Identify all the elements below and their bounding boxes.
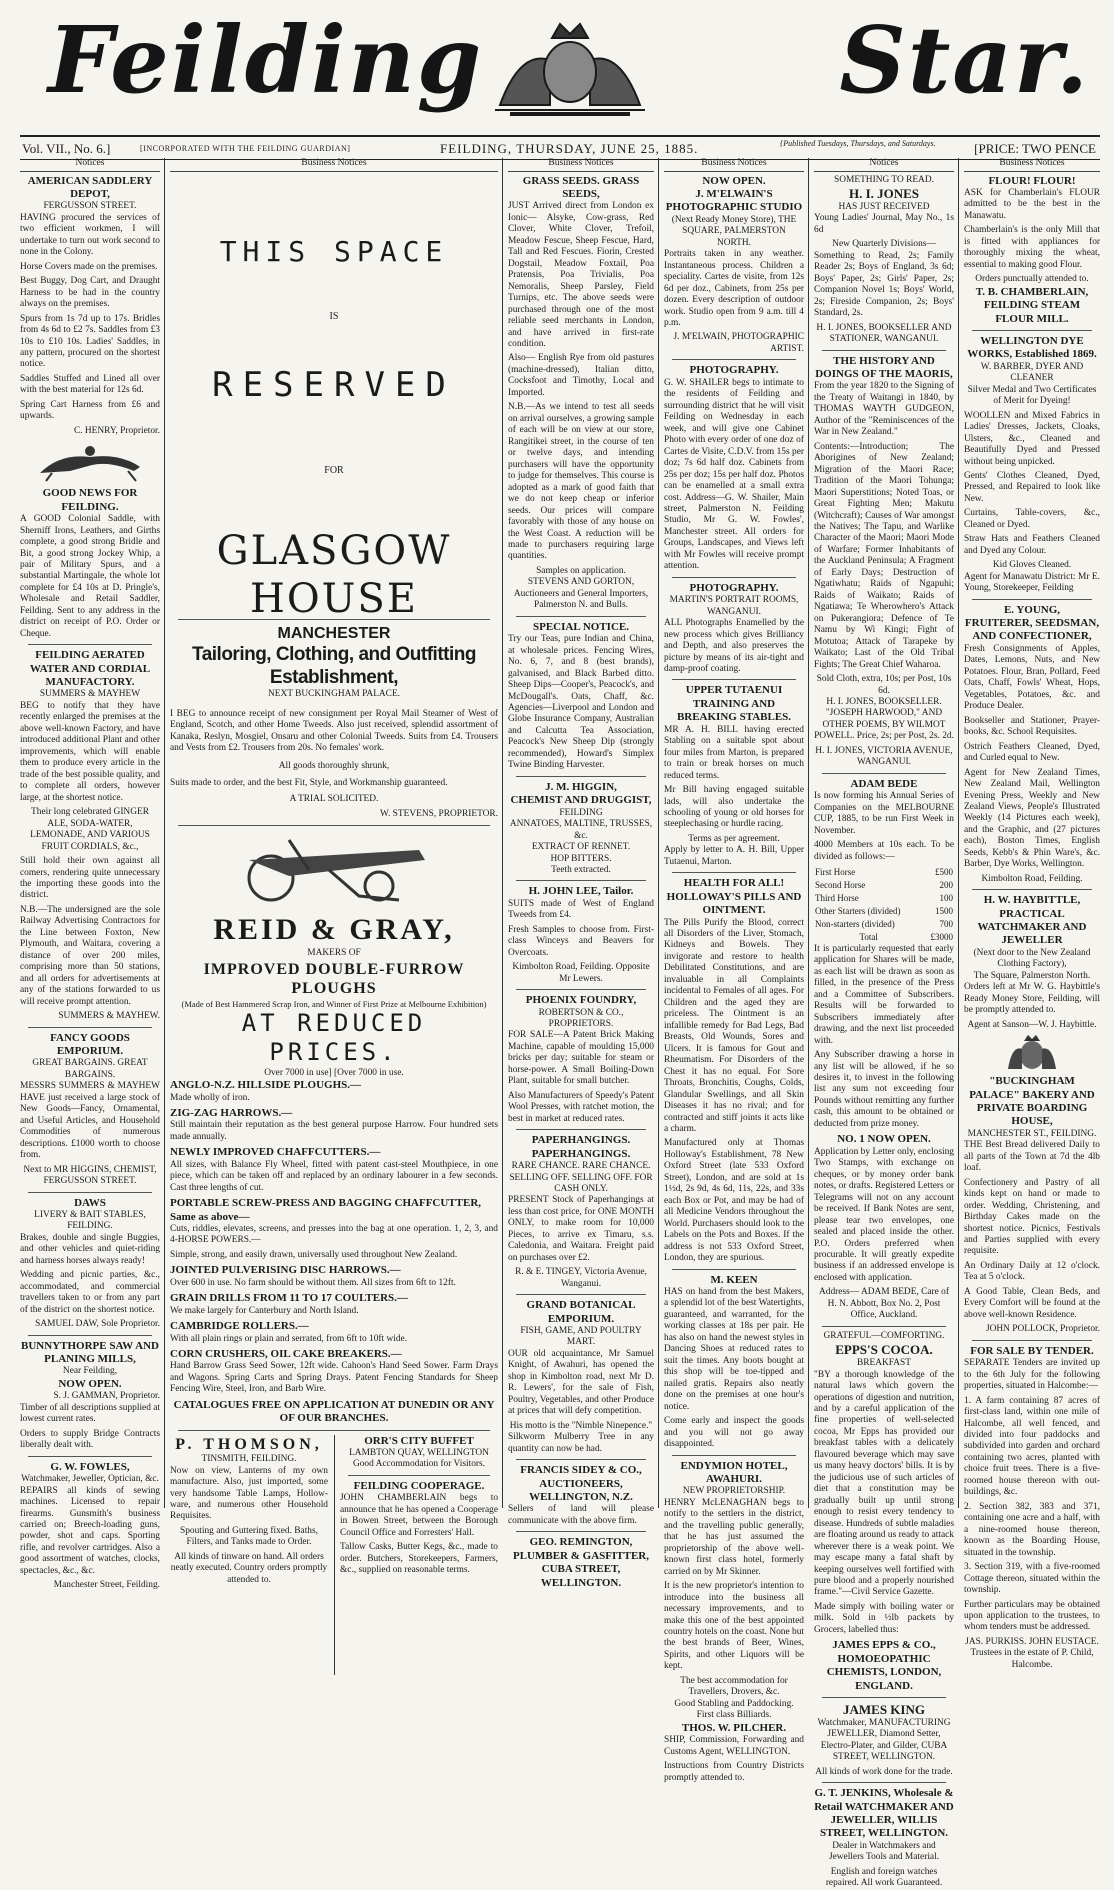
ad-body: Come early and inspect the goods and you will not go away disappointed. [664, 1416, 804, 1450]
ad-body: Saddles Stuffed and Lined all over with the best material for 12s 6d. [20, 373, 160, 396]
ad-title: PHOTOGRAPHY. [689, 581, 779, 594]
ad-body: SUITS made of West of England Tweeds from £4. [508, 898, 654, 921]
ad-body: Hand Barrow Grass Seed Sower, 12ft wide. Cahoon's Hand Seed Sower. Farm Drays and Wagons. Spring Carts and Spring Drays. Patent Fencing Standards for Sheep Fencing Wire, Steel, Iron, and Barb Wire. [170, 1361, 498, 1395]
ad-body: Contents:—Introduction; The Aborigines of New Zealand; Migration of the Maori Race; Tradition of the Maori Tohunga; Maori Superstitions; Noted Toas, or Great Fighting Men; Makutu (Witchcraft); Causes of War amongst the Natives; The Tapu, and Warlike Character of the Maori; Maori Mode of Warfare; Former Inhabitants of the Auckland Peninsula; A Fragment of Early Days; Destruction of Ngatiwhatu; Raids of Ngapuhi; Raids of Waikato; Raids of Ngatiawa; Te Wherowhero's Attack on Pukerangiora; Defence of Te Namu by Wi Kingi; Fight of Motutoa; Attack of Tarapeke by Waikato; Last of the Old Tribal Fights; The Great Chief Waharoa. [814, 441, 954, 670]
ad-title: BUNNYTHORPE SAW AND PLANING MILLS, [21, 1339, 159, 1366]
ad-subtitle: RARE CHANCE. RARE CHANCE. [511, 1161, 651, 1172]
ad-body [170, 1068, 498, 1079]
ad-body: A GOOD Colonial Saddle, with Sherniff Irons, Leathers, and Girths complete, a good strong Bridle and Bit, a good strong Jockey Whip, a pair of Military Spurs, and a substantial Martingale, the whole lot complete for £4 10s at D. Pringle's, Wholesale and Retail Saddler, Feilding. Sent to any address in the district on receipt of P.O. Order or Cheque. [20, 514, 160, 639]
ad-title: GRAND BOTANICAL EMPORIUM. [526, 1299, 636, 1325]
plough-illustration-icon [229, 830, 439, 906]
publication-days: {Published Tuesdays, Thursdays, and Saturdays. [780, 139, 936, 148]
ad-body: The Pills Purify the Blood, correct all Disorders of the Liver, Stomach, Kidneys and Bowels. They invigorate and restore to health Debilitated Constitutions, and are invaluable in all Complaints incidental to Females of all ages. For Children and the aged they are priceless. The Ointment is an infallible remedy for Bad Legs, Bad Breasts, Old Wounds, Sores and Ulcers. It is famous for Gout and Rheumatism. For Disorders of the Chest it has no equal. For Sore Throats, Bronchitis, Coughs, Colds, Glandular Swellings, and all Skin Diseases it has no rival; and for contracted and stiff joints it acts like a charm. [664, 917, 804, 1134]
ad-title: J. M'ELWAIN'S PHOTOGRAPHIC STUDIO [665, 187, 803, 214]
ad-title: JAMES KING [843, 1701, 925, 1717]
ad-body: Application by Letter only, enclosing Two Stamps, with exchange on cheques, or by money order bank notes, or drafts. Registered Letters or Telegrams will not on any account be received. If Bank Notes are sent, please tear two envelopes, one sealed and placed inside the other. P.O. Orders preferred when procurable. It will greatly expedite business if an addressed envelope is enclosed with application. [814, 1146, 954, 1283]
ad-title: J. M. HIGGIN, [545, 780, 617, 793]
ad-subtitle: GREAT BARGAINS. GREAT BARGAINS. [32, 1058, 148, 1080]
ad-subtitle: FEILDING [559, 807, 603, 818]
ad-body: Manufactured only at Thomas Holloway's Establishment, 78 New Oxford Street (late 533 Oxford Street), London, and are sold at 1s 1½d, 2s 9d, 4s 6d, 11s, 22s, and 33s each Box or Pot, and may be had of all Medicine Vendors throughout the World. Purchasers should look to the Labels on the Pots and Boxes. If the address is not 533 Oxford Street, London, they are spurious. [664, 1138, 804, 1264]
ad-body: Good Stabling and Paddocking. [674, 1698, 794, 1709]
ad-item: CORN CRUSHERS, OIL CAKE BREAKERS.— [170, 1347, 402, 1360]
table-cell: Other Starters (divided) [815, 905, 901, 916]
ad-body: Orders to supply Bridge Contracts liberally dealt with. [20, 1428, 160, 1451]
ad-body: 2. Section 382, 383 and 371, containing one acre and a half, with a nine-roomed house thereon, known as the Boarding House, situated in the township. [964, 1501, 1100, 1558]
table-cell: 1500 [935, 905, 953, 916]
ad-title: GOOD NEWS FOR FEILDING. [42, 487, 138, 513]
ad-title: UPPER TUTAENUI TRAINING AND BREAKING STABLES. [676, 684, 792, 724]
ad-body: 3. Section 319, with a five-roomed Cottage thereon, situated within the township. [964, 1562, 1100, 1596]
ad-body: Now on view, Lanterns of my own manufacture. Also, just imported, some very handsome Table Lamps, Hollow-ware, and numerous other Household Requisites. [170, 1465, 328, 1522]
incorporated-note: [INCORPORATED WITH THE FEILDING GUARDIAN] [140, 144, 351, 153]
ad-signature: H. I. JONES, VICTORIA AVENUE, WANGANUI. [815, 745, 953, 768]
ad-body: Straw Hats and Feathers Cleaned and Dyed any Colour. [964, 534, 1100, 556]
ad-title: G. T. JENKINS, Wholesale & Retail WATCHMAKER AND JEWELLER, WILLIS STREET, WELLINGTON. [814, 1787, 954, 1840]
ad-signature: S. J. GAMMAN, Proprietor. [53, 1391, 160, 1402]
ad-text: IS [329, 310, 339, 322]
table-row [814, 905, 954, 918]
ad-title: DAWS [74, 1196, 106, 1209]
column-header: Notices [20, 158, 160, 172]
ad-body: Is now forming his Annual Series of Companies on the MELBOURNE CUP, 1885, to be run First Week in November. [814, 791, 954, 836]
ad-subtitle: MAKERS OF [307, 948, 361, 959]
ad-body: Silver Medal and Two Certificates of Merit for Dyeing! [967, 384, 1097, 407]
ad-body: Made wholly of iron. [170, 1092, 250, 1103]
ad-body: Also Manufacturers of Speedy's Patent Wool Presses, with ratchet motion, the best in market at reduced rates. [508, 1090, 654, 1124]
ad-body: We make largely for Canterbury and North Island. [170, 1305, 359, 1316]
ad-title: ORR'S CITY BUFFET [364, 1434, 474, 1447]
ad-title: AMERICAN SADDLERY DEPOT, [27, 174, 153, 200]
ad-body: PRESENT Stock of Paperhangings at less than cost price, for ONE MONTH ONLY, to make room for 10,000 Pieces, to arrive ex Timaru, s.s. Caledonia, and Waitara. Freight paid on purchases over £2. [508, 1195, 654, 1263]
royal-arms-icon [1002, 1035, 1062, 1071]
ad-title: FEILDING COOPERAGE. [353, 1479, 485, 1492]
ad-body: Spurs from 1s 7d up to 17s. Bridles from 4s 6d to £2 7s. Saddles from £3 10s to £10 10s. Ladies' Saddles, in any pattern, procured on the shortest notice. [20, 313, 160, 370]
ad-title: "BUCKINGHAM PALACE" BAKERY AND PRIVATE BOARDING HOUSE, [969, 1075, 1095, 1128]
table-row [814, 879, 954, 892]
ad-signature: H. I. JONES, BOOKSELLER AND STATIONER, WANGANUI. [816, 322, 952, 345]
volume-number: Vol. VII., No. 6.] [22, 141, 111, 156]
ad-title: P. THOMSON, [175, 1435, 323, 1453]
table-cell: Third Horse [815, 892, 859, 903]
ad-title: THE HISTORY AND DOINGS OF THE MAORIS, [815, 354, 953, 380]
ad-signature: H. I. JONES, BOOKSELLER. [826, 697, 942, 707]
ad-body: Best Buggy, Dog Cart, and Draught Harness to be had in the country always on the premises. [20, 276, 160, 310]
column-3 [508, 158, 654, 1589]
ad-body: Spouting and Guttering fixed. Baths, Filters, and Tanks made to Order. [179, 1525, 318, 1548]
table-row [814, 918, 954, 931]
columns [20, 158, 1100, 1889]
ad-body: Fresh Samples to choose from. First-class Winceys and Beavers for Overcoats. [508, 924, 654, 958]
ad-body: Silkworm Mulberry Tree in any quantity can now be had. [508, 1432, 654, 1454]
ad-body: Curtains, Table-covers, &c., Cleaned or Dyed. [964, 508, 1100, 530]
ad-heading: THIS SPACE [219, 234, 449, 268]
ad-title: MANCHESTER [277, 624, 391, 642]
ad-subtitle: HOLLOWAY'S PILLS AND OINTMENT. [666, 890, 802, 917]
ad-body: Sellers of land will please communicate with the above firm. [508, 1504, 654, 1526]
ad-body: WOOLLEN and Mixed Fabrics in Ladies' Dresses, Jackets, Cloaks, Ulsters, &c., Cleaned and Beautifully Dyed and Pressed without being unpicked. [964, 410, 1100, 467]
ad-title: H. W. HAYBITTLE, [983, 894, 1081, 907]
ad-subtitle: LIVERY & BAIT STABLES, FEILDING. [34, 1209, 146, 1232]
ad-body: SEPARATE Tenders are invited up to the 6th July for the following properties, situated in Halcombe:— [964, 1358, 1100, 1392]
ad-body: N.B.—The undersigned are the sole Railway Advertising Contractors for the Line between Foxton, New Plymouth, and Waitara, covering a distance of over 200 miles, comprising more than 50 stations, and all orders for advertisements at any of the stations forwarded to us will receive prompt attention. [20, 904, 160, 1007]
ad-body: Try our Teas, pure Indian and China, at wholesale prices. Fencing Wires, No. 6, 7, and 8 (best brands), galvanised, and Black Barbed ditto. Sheep Dips—Cooper's, Peacock's, and McDougall's. Oats, Chaff, &c. Agencies—Liverpool and London and Globe Insurance Company, Australian and Calcutta Tea Association, Peacock's New Sheep Dip (strongly recommended), Howard's Simplex Twine Binding Harvester. [508, 634, 654, 771]
ad-body: Still hold their own against all comers, rendering quite unnecessary the importing these goods into the district. [20, 856, 160, 901]
column-header: Business Notices [664, 158, 804, 172]
ad-body: Bookseller and Stationer, Prayer-books, &c. School Requisites. [964, 715, 1100, 738]
ad-body: Gents' Clothes Cleaned, Dyed, Pressed, and Repaired to look like New. [964, 470, 1100, 504]
ad-title: M. KEEN [710, 1273, 758, 1286]
ad-body: EXTRACT OF RENNET. [531, 842, 631, 853]
ad-body: Agent for New Zealand Times, New Zealand Mail, Wellington Evening Press, Weekly and New Zealand Views, People's Illustrated Weekly (14 Pictures each week), and the Graphic, and (27 pictures each), Boston Times, English Seeds, Kebb's & Phin Ware's, &c. Barber, Dye Works, Wellington. [964, 767, 1100, 870]
ad-body: BEG to notify that they have recently enlarged the premises at the above well-known Factory, and have introduced additional Plant and other improvements, which will enable them to produce every article in the trade of the best possible quality, and to complete all orders, however large, at the shortest notice. [20, 700, 160, 803]
ad-signature: W. STEVENS, PROPRIETOR. [380, 809, 498, 820]
table-cell: 200 [939, 880, 953, 890]
issue-date: FEILDING, THURSDAY, JUNE 25, 1885. [440, 141, 699, 156]
ad-body: FOR SALE—A Patent Brick Making Machine, capable of moulding 15,000 bricks per day; suitable for steam or horse-power. A Small Boiling-Down Plant, suitable for small butcher. [508, 1030, 654, 1087]
ad-body: Samples on application. [536, 565, 626, 576]
ad-body: "JOSEPH HARWOOD," AND OTHER POEMS, BY WILMOT POWELL. Price, 2s; per Post, 2s. 2d. [814, 708, 954, 742]
table-cell: £500 [935, 867, 953, 878]
horse-rider-illustration-icon [30, 441, 150, 483]
table-cell: £3000 [930, 931, 953, 942]
ad-body: Terms as per agreement. [688, 833, 780, 844]
ad-signature: JAS. PURKISS. JOHN EUSTACE. Trustees in the estate of P. Child, Halcombe. [965, 1636, 1099, 1670]
ad-body: Any Subscriber drawing a horse in any list will be allowed, if he so desires it, to invest in the following list any sum not exceeding four Pounds without remitting any further cash, this amount to be obtained or deducted from prize money. [814, 1050, 954, 1129]
ad-text: [Over 7000 in use. [334, 1067, 404, 1078]
ad-body: Horse Covers made on the premises. [20, 261, 158, 272]
ad-footer: CATALOGUES FREE ON APPLICATION AT DUNEDIN OR ANY OF OUR BRANCHES. [173, 1398, 495, 1425]
ad-subtitle: MARTIN'S PORTRAIT ROOMS, WANGANUI. [669, 595, 799, 617]
ad-body: HAS on hand from the best Makers, a splendid lot of the best Watertights, guaranteed, and warranted, for the working classes at 18s per pair. He has also on hand the newest styles in Dancing Shoes at reduced rates to suit the times. Any boots bought at this shop will be toe-tipped and nailed gratis. Repairs also neatly done on the premises at one hour's notice. [664, 1287, 804, 1412]
royal-crest-icon [480, 10, 660, 120]
ad-body: The Square, Palmerston North. [973, 970, 1091, 981]
ad-title: IMPROVED DOUBLE-FURROW PLOUGHS [203, 960, 465, 998]
ad-body: Simple, strong, and easily drawn, universally used throughout New Zealand. [170, 1249, 458, 1260]
column-header: Business Notices [170, 158, 498, 172]
ad-body: Watchmaker, MANUFACTURING JEWELLER, Diamond Setter, Electro-Plater, and Gilder, CUBA STREET, WELLINGTON. [817, 1717, 951, 1763]
ad-body: Further particulars may be obtained upon application to the trustees, to whom tenders must be addressed. [964, 1599, 1100, 1633]
ad-body: Their long celebrated GINGER ALE, SODA-WATER, LEMONADE, AND VARIOUS FRUIT CORDIALS, &c., [30, 807, 150, 852]
ad-body: Over 600 in use. No farm should be without them. All sizes from 6ft to 12ft. [170, 1277, 456, 1288]
ad-body: Chamberlain's is the only Mill that is fitted with appliances for thoroughly mixing the wheat, essential to making good Flour. [964, 225, 1100, 270]
ad-body: Also— English Rye from old pastures (machine-dressed), Italian ditto, Cocksfoot and Timothy, Local and Imported. [508, 353, 654, 398]
ad-subtitle: CHEMIST AND DRUGGIST, [510, 794, 652, 807]
ad-signature: STEVENS AND GORTON, Auctioneers and General Importers, Palmerston N. and Bulls. [513, 577, 649, 611]
ad-subtitle: GRATEFUL—COMFORTING. [823, 1330, 945, 1341]
ad-title: PAPERHANGINGS. PAPERHANGINGS. [531, 1134, 631, 1160]
ad-signature: Address— ADAM BEDE, Care of H. N. Abbott, Box No. 2, Post Office, Auckland. [819, 1287, 949, 1321]
ad-body: Dealer in Watchmakers and Jewellers Tools and Material. [828, 1840, 940, 1863]
ad-heading: RESERVED [212, 364, 456, 405]
ad-subtitle: NEW PROPRIETORSHIP. [682, 1486, 786, 1497]
bottom-ads [170, 1435, 498, 1675]
ad-body: ANNATOES, MALTINE, TRUSSES, &c. [509, 819, 653, 841]
table-cell: 700 [939, 918, 953, 929]
ad-subtitle: LAMBTON QUAY, WELLINGTON [349, 1448, 489, 1459]
ad-signature: R. & E. TINGEY, Victoria Avenue, Wanganui. [515, 1267, 647, 1289]
ad-body: G. W. SHAILER begs to intimate to the residents of Feilding and surrounding district that he will visit Feilding on Wednesday in each week, and will give one Cabinet Photo with every order of one doz of Cartes de Visite, C.D.V. from 15s per doz; 7s 6d half doz. Cabinets from 25s per doz; 15s per half doz. Photos can be enamelled at a small extra cost. Address—G. W. Shailer, Main street, Palmerston N. Feilding Studio, Mr G. W. Fowles', Manchester street. All orders for Groups, Landscapes, and Views left with Mr Fowles will receive prompt attention. [664, 377, 804, 572]
ad-subtitle: (Next Ready Money Store), THE SQUARE, PALMERSTON NORTH. [671, 214, 797, 248]
ad-title: ADAM BEDE [850, 777, 918, 790]
ad-body: English and foreign watches repaired. All work Guaranteed. [825, 1866, 943, 1889]
orrs-ad [340, 1435, 498, 1580]
ad-body: It is particularly requested that early application for Shares will be made, as each list will be drawn as soon as filled, in the presence of the Press and a Committee of Subscribers. Results will be forwarded to Subscribers immediately after drawing, and the next list proceeded with. [814, 943, 954, 1046]
ad-title: G. W. FOWLES, [50, 1460, 130, 1473]
ad-body: All kinds of work done for the trade. [815, 1766, 953, 1777]
ad-body: From the year 1820 to the Signing of the Treaty of Waitangi in 1840, by THOMAS WAYTH GUDGEON, Author of the "Reminiscences of the War in New Zealand." [814, 381, 954, 438]
ad-body: All kinds of tinware on hand. All orders neatly executed. Country orders promptly attended to. [170, 1551, 328, 1585]
ad-body: Ostrich Feathers Cleaned, Dyed, and Curled equal to New. [964, 741, 1100, 764]
ad-subtitle: ROBERTSON & CO., PROPRIETORS. [538, 1007, 624, 1030]
ad-body: Tallow Casks, Butter Kegs, &c., made to order. Butchers, Storekeepers, Farmers, &c., supplied on reasonable terms. [340, 1542, 498, 1576]
ad-body: Teeth extracted. [551, 864, 611, 875]
ad-body: MR A. H. BILL having erected Stabling on a suitable spot about four miles from Marton, is prepared to train or break horses on much reduced terms. [664, 724, 804, 781]
ad-signature: Manchester Street, Feilding. [53, 1580, 160, 1591]
ad-text: FOR [324, 464, 344, 476]
ad-item: JOINTED PULVERISING DISC HARROWS.— [170, 1264, 401, 1277]
ad-title: FOR SALE BY TENDER. [970, 1344, 1094, 1357]
ad-item: GRAIN DRILLS FROM 11 TO 17 COULTERS.— [170, 1292, 408, 1305]
masthead-title-left: Feilding [48, 6, 484, 114]
ad-body: 4000 Members at 10s each. To be divided as follows:— [814, 840, 954, 862]
column-1 [20, 158, 161, 1591]
ad-body: Confectionery and Pastry of all kinds kept on hand or made to order. Wedding, Christening, and Birthday Cakes made on the shortest notice. Picnics, Festivals and Parties supplied with every requisite. [964, 1177, 1100, 1257]
ad-body: All sizes, with Balance Fly Wheel, fitted with patent cast-steel Mouthpiece, in one piece, which can be taken off and replaced by an ordinary labourer in a few seconds. Cast three lengths of cut. [170, 1159, 498, 1193]
price: [PRICE: TWO PENCE [974, 141, 1096, 156]
ad-subtitle: SUMMERS & MAYHEW [39, 689, 141, 700]
ad-body: Cuts, riddles, elevates, screens, and presses into the bag at one operation. 1, 2, 3, and 4-HORSE POWERS.— [170, 1223, 498, 1246]
ad-subtitle: Near Feilding, [62, 1366, 118, 1377]
table-cell: Non-starters (divided) [815, 918, 895, 929]
ad-body: ASK for Chamberlain's FLOUR admitted to be the best in the Manawatu. [964, 187, 1100, 221]
ad-subtitle: FRUITERER, SEEDSMAN, AND CONFECTIONER, [964, 617, 1100, 643]
ad-body: Fresh Consignments of Apples, Dates, Lemons, Nuts, and New Potatoes. Flour, Bran, Pollard, Feed Oats, Chaff, Fowls' Wheat, Hops, Vegetables, Potatoes, &c. and Produce Dealer. [964, 643, 1100, 712]
table-cell: Second Horse [815, 880, 866, 890]
ad-body: Kid Gloves Cleaned. [992, 560, 1072, 571]
ad-body: An Ordinary Daily at 12 o'clock. Tea at 5 o'clock. [964, 1260, 1100, 1283]
ad-subtitle: SELLING OFF. SELLING OFF. FOR CASH ONLY. [509, 1172, 653, 1194]
ad-item: CAMBRIDGE ROLLERS.— [170, 1320, 309, 1333]
masthead-title-right: Star. [839, 6, 1090, 114]
thomson-ad [170, 1435, 328, 1590]
ad-body: Agent for Manawatu District: Mr E. Young, Storekeeper, Feilding [964, 571, 1100, 594]
ad-body: Young Ladies' Journal, May No., 1s 6d [814, 213, 954, 235]
ad-signature: JOHN POLLOCK, Proprietor. [985, 1324, 1100, 1335]
table-cell: 100 [939, 892, 953, 903]
ad-signature: SUMMERS & MAYHEW. [58, 1011, 160, 1022]
reserved-space-ad [170, 175, 498, 623]
ad-body: JOHN CHAMBERLAIN begs to announce that he has opened a Cooperage in Bowen Street, between the Borough Council Office and Forresters' Hall. [340, 1493, 498, 1538]
ad-body: Wedding and picnic parties, &c., accommodated, and commercial travellers taken to or from any part of the district on the shortest notice. [20, 1270, 160, 1315]
ad-item: PORTABLE SCREW-PRESS AND BAGGING CHAFFCUTTER, Same as above— [170, 1197, 482, 1223]
ad-body: Agent at Sanson—W. J. Haybittle. [967, 1019, 1097, 1030]
ad-title: PHOTOGRAPHY. [689, 364, 779, 377]
ad-body: Apply by letter to A. H. Bill, Upper Tutaenui, Marton. [664, 845, 804, 867]
ad-title: SPECIAL NOTICE. [533, 620, 629, 633]
ad-signature: Kimbolton Road, Feilding. [981, 873, 1083, 884]
ad-title: FEILDING AERATED WATER AND CORDIAL MANUFACTORY. [29, 649, 151, 689]
dateline-bar [20, 135, 1100, 160]
ad-body: Portraits taken in any weather. Instantaneous process. Children a speciality. Cartes de visite, from 12s 6d per doz., Cabinets, from 25s per dozen. Every description of outdoor work. Studio open from 9 a.m. till 4 p.m. [664, 249, 804, 329]
ad-subtitle: PRACTICAL WATCHMAKER AND JEWELLER [977, 907, 1087, 947]
ad-body: N.B.—As we intend to test all seeds on arrival ourselves, a growing sample of each will be on view at our store, Rangitikei street, in the course of ten or twelve days, and intending purchasers will have the opportunity to judge for themselves. This course is adopted as a mark of good faith that we do not keep cheap or inferior seeds. Our prices will compare favorably with those of any house on the West Coast. A reduction will be made to purchasers requiring large quantities. [508, 402, 654, 562]
column-header: Notices [814, 158, 954, 172]
ad-body: First class Billiards. [696, 1710, 772, 1721]
ad-title: NOW OPEN. [702, 174, 766, 187]
column-header: Business Notices [508, 158, 654, 172]
ad-item: NEWLY IMPROVED CHAFFCUTTERS.— [170, 1146, 381, 1159]
ad-text: Over 7000 in use] [264, 1067, 332, 1078]
ad-item: ANGLO-N.Z. HILLSIDE PLOUGHS.— [170, 1079, 362, 1092]
ad-body: Mr Bill having engaged suitable lads, will also undertake the schooling of young or old horses for steeplechasing or hurdle racing. [664, 785, 804, 830]
table-row [814, 892, 954, 905]
table-cell: First Horse [815, 867, 856, 878]
ad-body: OUR old acquaintance, Mr Samuel Knight, of Awahuri, has opened the shop in Kimbolton road, next Mr D. R. Lewers', for the sale of Fish, Poultry, Vegetables, and other Produce at prices that will defy competition. [508, 1348, 654, 1417]
ad-item: ZIG-ZAG HARROWS.— [170, 1106, 293, 1119]
ad-title: H. I. JONES [848, 186, 920, 202]
ad-body: MESSRS SUMMERS & MAYHEW HAVE just received a large stock of New Goods—Fancy, Ornamental, and Useful Articles, and Household Commodities of numerous descriptions. £1000 worth to choose from. [20, 1081, 160, 1161]
ad-body: It is the new proprietor's intention to introduce into the business all necessary improvements, and to make this one of the best appointed country hotels on the coast. None but the best brands of Beer, Wines, Spirits, and other Liquors will be kept. [664, 1581, 804, 1672]
ad-body: Still maintain their reputation as the best general purpose Harrow. Four hundred sets made annually. [170, 1120, 498, 1142]
ad-subtitle: FERGUSSON STREET. [43, 201, 137, 212]
ad-subtitle: Watchmaker, Jeweller, Optician, &c. [21, 1474, 159, 1485]
ad-title: AT REDUCED PRICES. [241, 1009, 427, 1067]
column-5 [814, 158, 954, 1889]
ad-signature: J. M'ELWAIN, PHOTOGRAPHIC ARTIST. [673, 332, 804, 354]
ad-body: Something to Read, 2s; Family Reader 2s; Boys of England, 3s 6d; Boys' Paper, 2s; Girls' Paper, 2s; Companion Novel 1s; Boys' World, 2s; Fireside Companion, 2s; Boys' Standard, 2s. [814, 250, 954, 319]
column-6 [964, 158, 1100, 1670]
ad-title: FLOUR! FLOUR! [988, 174, 1076, 187]
ad-subtitle: W. BARBER, DYER AND CLEANER [980, 361, 1084, 384]
ad-body: I BEG to announce receipt of new consignment per Royal Mail Steamer of West of England, Scotch, and other Home Tweeds. Also just received, splendid assortment of Kanaka, Reslyn, Mosgiel, Onsaru and other Colonial Tweeds. Suits from £4. Trousers and Vests from £2. Trousers from 20s. No females' work. [170, 708, 498, 754]
ad-signature: C. HENRY, Proprietor. [73, 425, 160, 436]
ad-title: REID & GRAY, [213, 912, 455, 946]
ad-subtitle: HAS JUST RECEIVED [838, 201, 930, 212]
ad-body: Instructions from Country Districts promptly attended to. [664, 1761, 804, 1783]
ad-title: GRASS SEEDS. GRASS SEEDS, [522, 174, 640, 200]
ad-body: "BY a thorough knowledge of the natural laws which govern the operations of digestion and nutrition, and by a careful application of the fine properties of well-selected cocoa, Mr Epps has provided our breakfast tables with a delicately flavoured beverage which may save us many heavy doctors' bills. It is by the judicious use of such articles of diet that a constitution may be gradually built up until strong enough to resist every tendency to disease. Hundreds of subtle maladies are floating around us ready to attack wherever there is a weak point. We may escape many a fatal shaft by keeping ourselves well fortified with pure blood and a properly nourished frame."—Civil Service Gazette. [814, 1369, 954, 1598]
ad-body: Brakes, double and single Buggies, and other vehicles and quiet-riding and harness horses always ready! [20, 1232, 160, 1266]
ad-body: SHIP, Commission, Forwarding and Customs Agent, WELLINGTON. [664, 1735, 804, 1757]
ad-body: New Quarterly Divisions— [832, 239, 936, 250]
ad-title: EPPS'S COCOA. [835, 1342, 933, 1358]
ad-title: Tailoring, Clothing, and Outfitting Establishment, [192, 644, 476, 689]
ad-body: Orders left at Mr W. G. Haybittle's Ready Money Store, Feilding, will be promptly attended to. [964, 982, 1100, 1016]
ad-body: Timber of all descriptions supplied at lowest current rates. [20, 1402, 161, 1425]
ad-heading: GLASGOW HOUSE [216, 527, 452, 623]
ad-title: PHOENIX FOUNDRY, [525, 994, 637, 1007]
ad-body: HOP BITTERS. [550, 853, 612, 864]
table-cell: Total [859, 931, 878, 942]
ad-subtitle: NEXT BUCKINGHAM PALACE. [267, 689, 401, 700]
ad-subtitle: TINSMITH, FEILDING. [201, 1454, 297, 1465]
ad-body: HAVING procured the services of two efficient workmen, I will undertake to turn out work second to none in the Colony. [20, 212, 160, 258]
table-row [814, 931, 954, 944]
ad-body: Kimbolton Road, Feilding. Opposite Mr Lewers. [512, 962, 650, 984]
ad-subtitle: (Made of Best Hammered Scrap Iron, and Winner of First Prize at Melbourne Exhibition) [181, 998, 487, 1009]
prize-table [814, 866, 954, 944]
ad-title: HEALTH FOR ALL! [683, 877, 785, 890]
ad-body: Good Accommodation for Visitors. [352, 1459, 486, 1470]
ad-signature: JAMES EPPS & CO., HOMOEOPATHIC CHEMISTS, LONDON, ENGLAND. [826, 1639, 942, 1692]
ad-body: Orders punctually attended to. [975, 274, 1089, 285]
ad-body: The best accommodation for Travellers, Drovers, &c. [680, 1675, 788, 1698]
ad-body: A TRIAL SOLICITED. [289, 793, 379, 804]
ad-subtitle: SOMETHING TO READ. [834, 174, 934, 185]
ad-subtitle: MANCHESTER ST., FEILDING. [967, 1128, 1097, 1139]
ad-body: Suits made to order, and the best Fit, Style, and Workmanship guaranteed. [170, 778, 448, 789]
masthead [20, 8, 1100, 126]
ad-title: ENDYMION HOTEL, AWAHURI. [680, 1459, 788, 1485]
ad-title: FRANCIS SIDEY & CO., AUCTIONEERS, WELLINGTON, N.Z. [520, 1464, 642, 1503]
ad-body: Made simply with boiling water or milk. Sold in ½lb packets by Grocers, labelled thus: [814, 1601, 954, 1635]
ad-body: REPAIRS all kinds of sewing machines. Licensed to repair firearms. Gunsmith's business carried on; Breech-loading guns, powder, shot and caps. Sporting rifle, and revolver cartridges. Also a good assortment of watches, clocks, spectacles, &c., &c. [20, 1485, 160, 1576]
column-2 [170, 158, 498, 1585]
ad-title: FANCY GOODS EMPORIUM. [50, 1031, 130, 1058]
ad-body: With all plain rings or plain and serrated, from 6ft to 10ft wide. [170, 1333, 408, 1344]
ad-body: Spring Cart Harness from £6 and upwards. [20, 399, 160, 422]
ad-body: His motto is the "Nimble Ninepence." [509, 1420, 653, 1431]
ad-title: GEO. REMINGTON, PLUMBER & GASFITTER, CUBA STREET, WELLINGTON. [513, 1536, 649, 1589]
ad-body: THE Best Bread delivered Daily to all parts of the Town at 7d the 4lb loaf. [964, 1140, 1100, 1174]
ad-body: JUST Arrived direct from London ex Ionic— Alsyke, Cow-grass, Red Clover, White Clover, Trefoil, Meadow Fescue, Sheep Fescue, Hard, Tall and Red Fescues. Fiorin, Crested Dogstail, Meadow Foxtail, Poa Pratensis, Poa Trivialis, Poa Nemoralis, Sheep Parsley, Field Turnips, etc. The above seeds were purchased through one of the most reliable seed merchants in London, and have arrived in first-rate condition. [508, 201, 654, 350]
ad-subtitle: NO. 1 NOW OPEN. [837, 1133, 931, 1146]
ad-body: Sold Cloth, extra, 10s; per Post, 10s 6d. [816, 674, 952, 696]
ad-body: All goods thoroughly shrunk, [278, 760, 390, 771]
ad-title: H. JOHN LEE, Tailor. [528, 885, 634, 898]
ad-body: (Next door to the New Zealand Clothing Factory), [973, 947, 1091, 970]
ad-signature: SAMUEL DAW, Sole Proprietor. [35, 1319, 160, 1330]
table-row [814, 866, 954, 879]
ad-title: WELLINGTON DYE WORKS, Established 1869. [967, 334, 1097, 361]
ad-body: Next to MR HIGGINS, CHEMIST, FERGUSSON STREET. [23, 1164, 157, 1187]
ad-signature: T. B. CHAMBERLAIN, FEILDING STEAM FLOUR MILL. [975, 285, 1089, 325]
ad-body: HENRY McLENAGHAN begs to notify to the settlers in the district, and the travelling public generally, that he has just assumed the proprietorship of the above well-known first class hotel, formerly carried on by Mr Skinner. [664, 1497, 804, 1577]
column-header: Business Notices [964, 158, 1100, 172]
ad-body: A Good Table, Clean Beds, and Every Comfort will be found at the above well-known Residence. [964, 1286, 1100, 1320]
ad-body: 1. A farm containing 87 acres of first-class land, within one mile of Halcombe, all well fenced, and divided into four paddocks and subdivided into garden and orchard containing two acres, planted with choice fruit trees. There is a five-roomed house thereon with out-buildings, &c. [964, 1395, 1100, 1498]
ad-title: E. YOUNG, [1003, 603, 1061, 616]
ad-signature: THOS. W. PILCHER. [681, 1721, 787, 1734]
ad-subtitle: FISH, GAME, AND POULTRY MART. [520, 1326, 642, 1348]
ad-body: ALL Photographs Enamelled by the new process which gives Brilliancy and Depth, and also preserves the picture by means of its air-tight and damp-proof coating. [664, 618, 804, 675]
ad-subtitle: NOW OPEN. [58, 1377, 122, 1390]
ad-subtitle: BREAKFAST [856, 1358, 911, 1369]
column-4 [664, 158, 804, 1783]
